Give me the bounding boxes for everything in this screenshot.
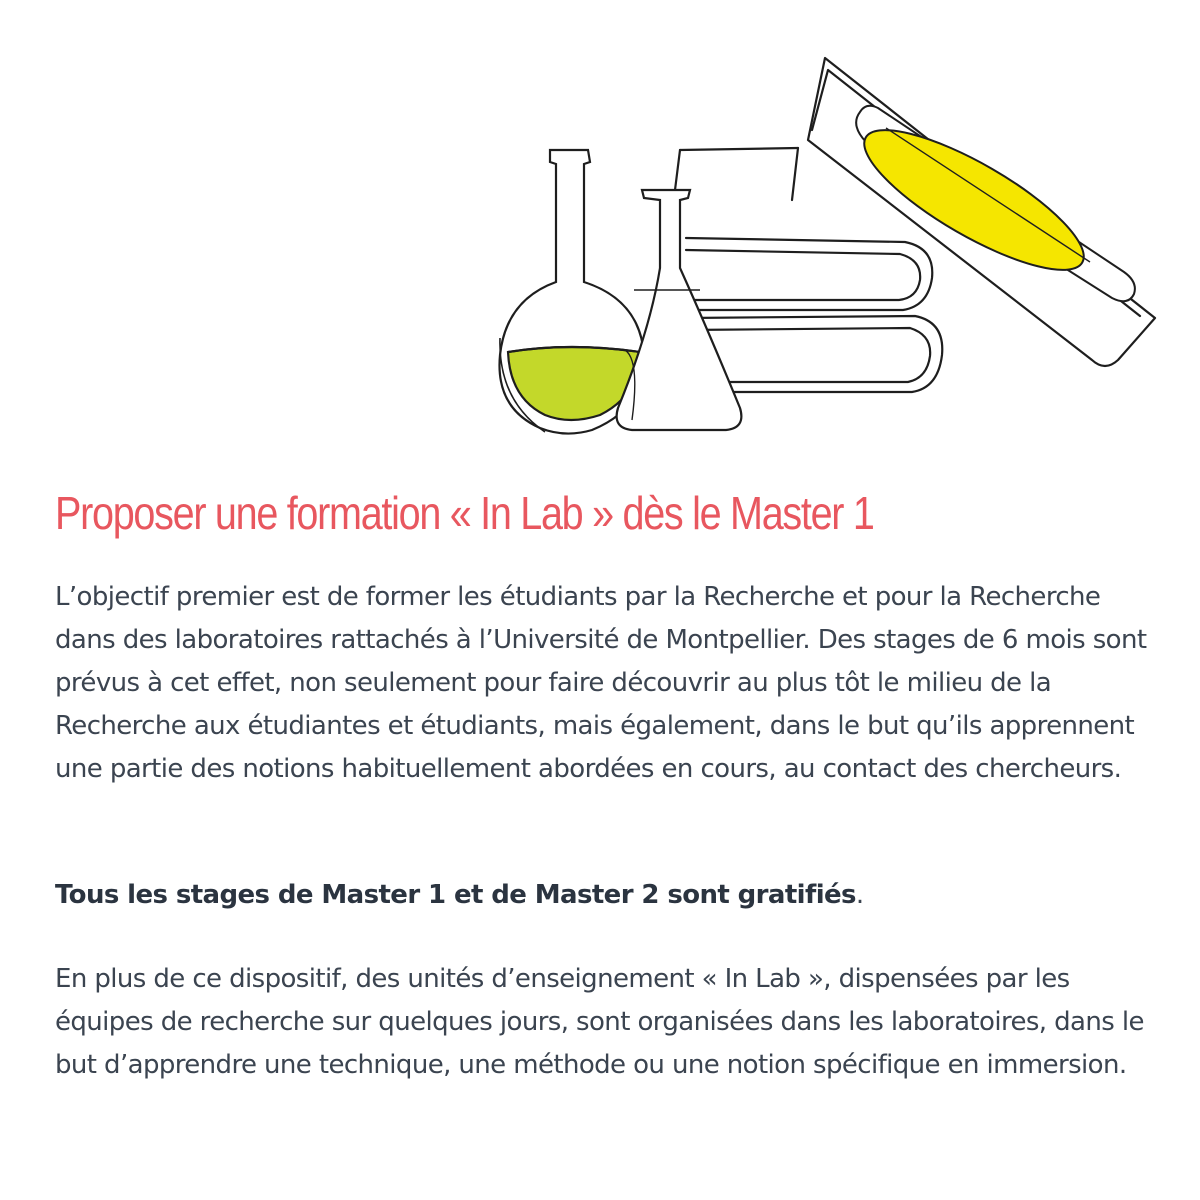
intro-paragraph: L’objectif premier est de former les étudiants par la Recherche et pour la Recherche dans des laboratoires rattachés à l’Université de Montpellier. Des stages de 6 mois sont prévus à cet effet, non seulement pour faire découvrir au plus tôt le milieu de la Recherche aux étudiantes et étudiants, mais également, dans le but qu’ils apprennent une partie des notions habituellement abordées en cours, au contact des chercheurs.	[55, 582, 1147, 784]
internship-paragraph	[55, 874, 1155, 917]
internship-highlight: Tous les stages de Master 1 et de Master 2 sont gratifiés	[55, 880, 856, 910]
laboratory-glassware-and-books-icon	[480, 40, 1180, 450]
section-title: Proposer une formation « In Lab » dès le Master 1	[55, 487, 874, 539]
internship-period: .	[855, 880, 864, 910]
teaching-units-paragraph: En plus de ce dispositif, des unités d’enseignement « In Lab », dispensées par les équipes de recherche sur quelques jours, sont organisées dans les laboratoires, dans le but d’apprendre une technique, une méthode ou une notion spécifique en immersion.	[55, 964, 1144, 1080]
round-bottom-flask	[500, 150, 645, 434]
